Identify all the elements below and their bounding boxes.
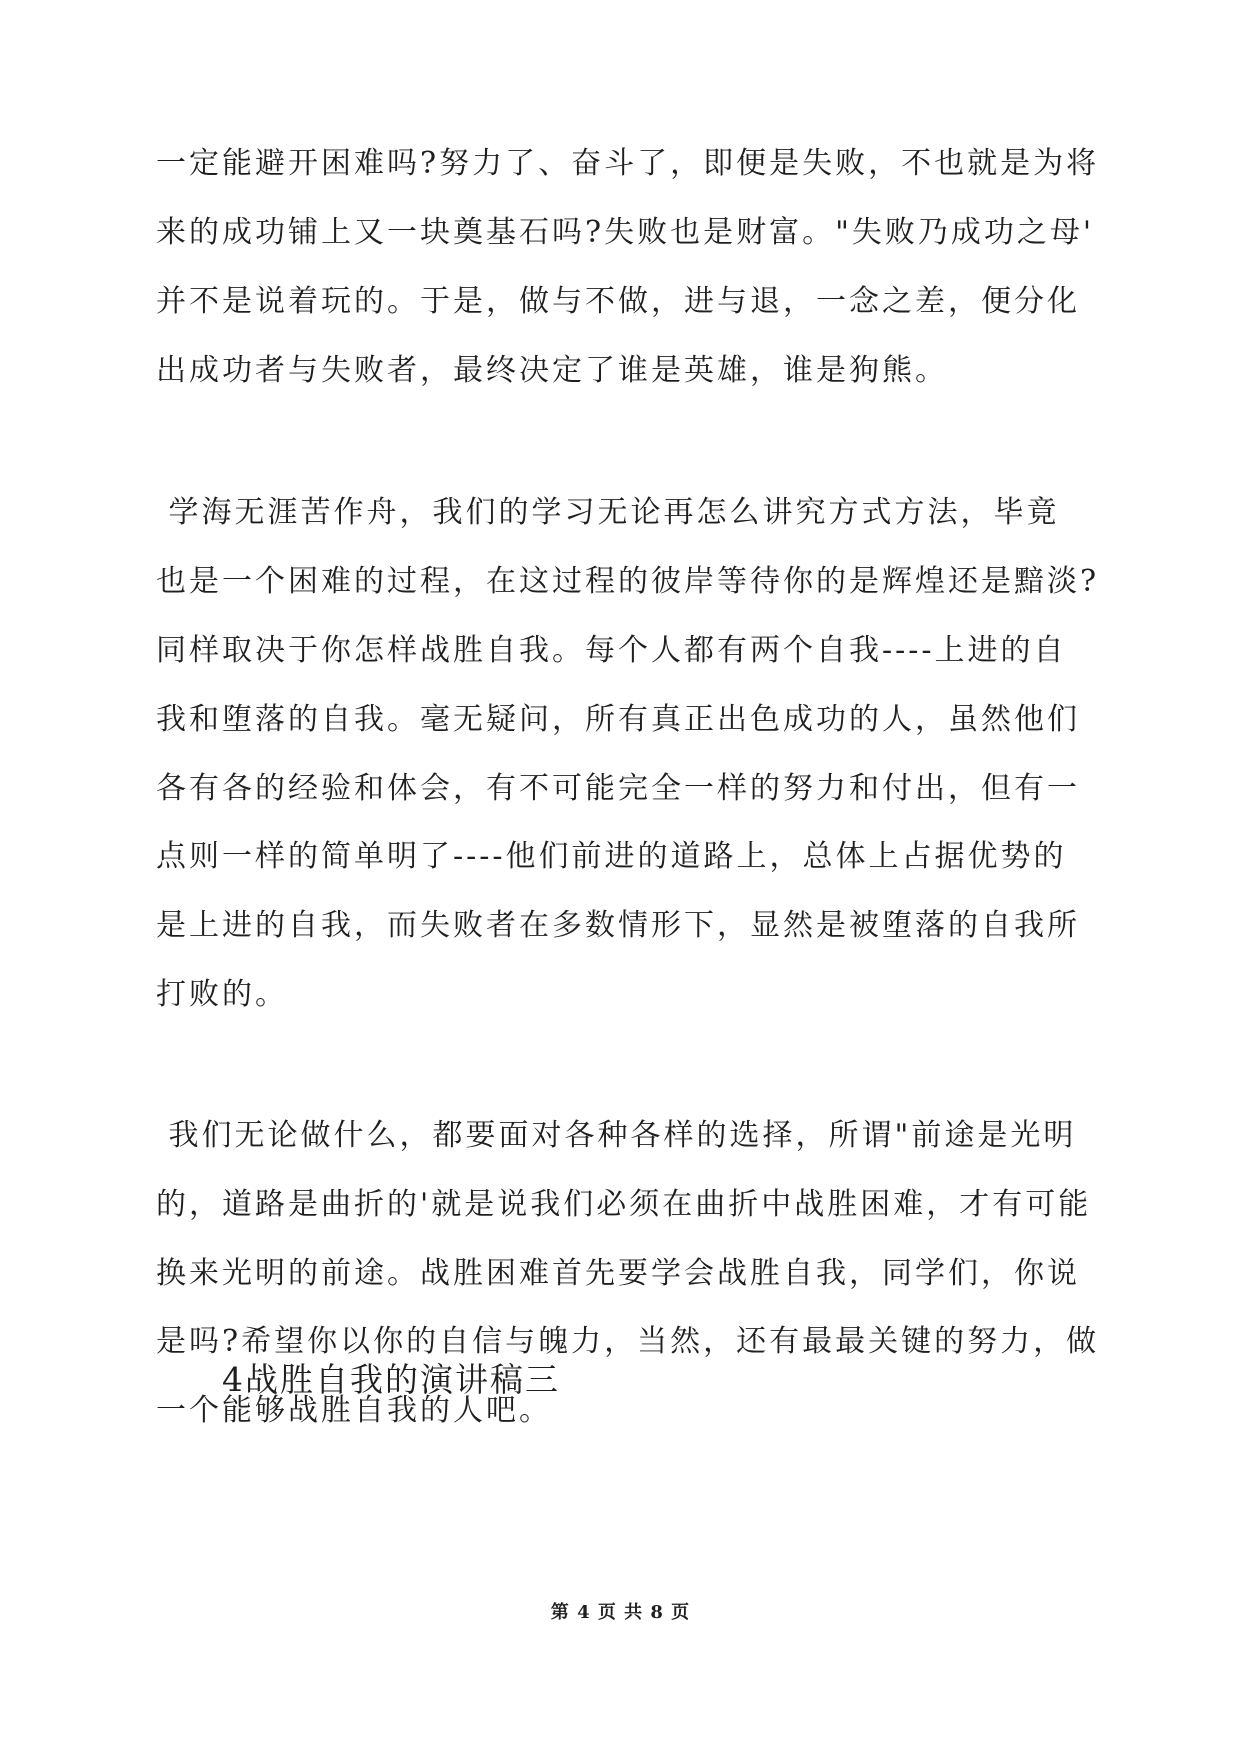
paragraph-3-line-2: 的，道路是曲折的'就是说我们必须在曲折中战胜困难，才有可能 (156, 1187, 1092, 1222)
page-footer: 第 4 页 共 8 页 (550, 1602, 691, 1623)
section-heading: 4战胜自我的演讲稿三 (222, 1360, 560, 1399)
paragraph-3-line-5: 一个能够战胜自我的人吧。 (156, 1393, 552, 1428)
paragraph-2-line-7: 是上进的自我，而失败者在多数情形下，显然是被堕落的自我所 (156, 908, 1080, 943)
paragraph-1-line-4: 出成功者与失败者，最终决定了谁是英雄，谁是狗熊。 (156, 353, 948, 388)
paragraph-1-line-2: 来的成功铺上又一块奠基石吗?失败也是财富。"失败乃成功之母' (156, 215, 1095, 250)
paragraph-2-line-8: 打败的。 (156, 977, 288, 1012)
paragraph-3-line-3: 换来光明的前途。战胜困难首先要学会战胜自我，同学们，你说 (156, 1256, 1080, 1291)
paragraph-3-line-4: 是吗?希望你以你的自信与魄力，当然，还有最最关键的努力，做 (156, 1324, 1100, 1359)
paragraph-2-line-4: 我和堕落的自我。毫无疑问，所有真正出色成功的人，虽然他们 (156, 702, 1080, 737)
paragraph-3-line-1: 我们无论做什么，都要面对各种各样的选择，所谓"前途是光明 (156, 1118, 1077, 1153)
paragraph-2-line-1: 学海无涯苦作舟，我们的学习无论再怎么讲究方式方法，毕竟 (156, 495, 1060, 530)
paragraph-2-line-3: 同样取决于你怎样战胜自我。每个人都有两个自我----上进的自 (156, 633, 1067, 668)
paragraph-2-line-5: 各有各的经验和体会，有不可能完全一样的努力和付出，但有一 (156, 771, 1080, 806)
paragraph-2-line-6: 点则一样的简单明了----他们前进的道路上，总体上占据优势的 (156, 839, 1067, 874)
paragraph-1-line-1: 一定能避开困难吗?努力了、奋斗了，即便是失败，不也就是为将 (156, 146, 1100, 181)
paragraph-2-line-2: 也是一个困难的过程，在这过程的彼岸等待你的是辉煌还是黯淡? (156, 564, 1100, 599)
paragraph-1-line-3: 并不是说着玩的。于是，做与不做，进与退，一念之差，便分化 (156, 284, 1080, 319)
